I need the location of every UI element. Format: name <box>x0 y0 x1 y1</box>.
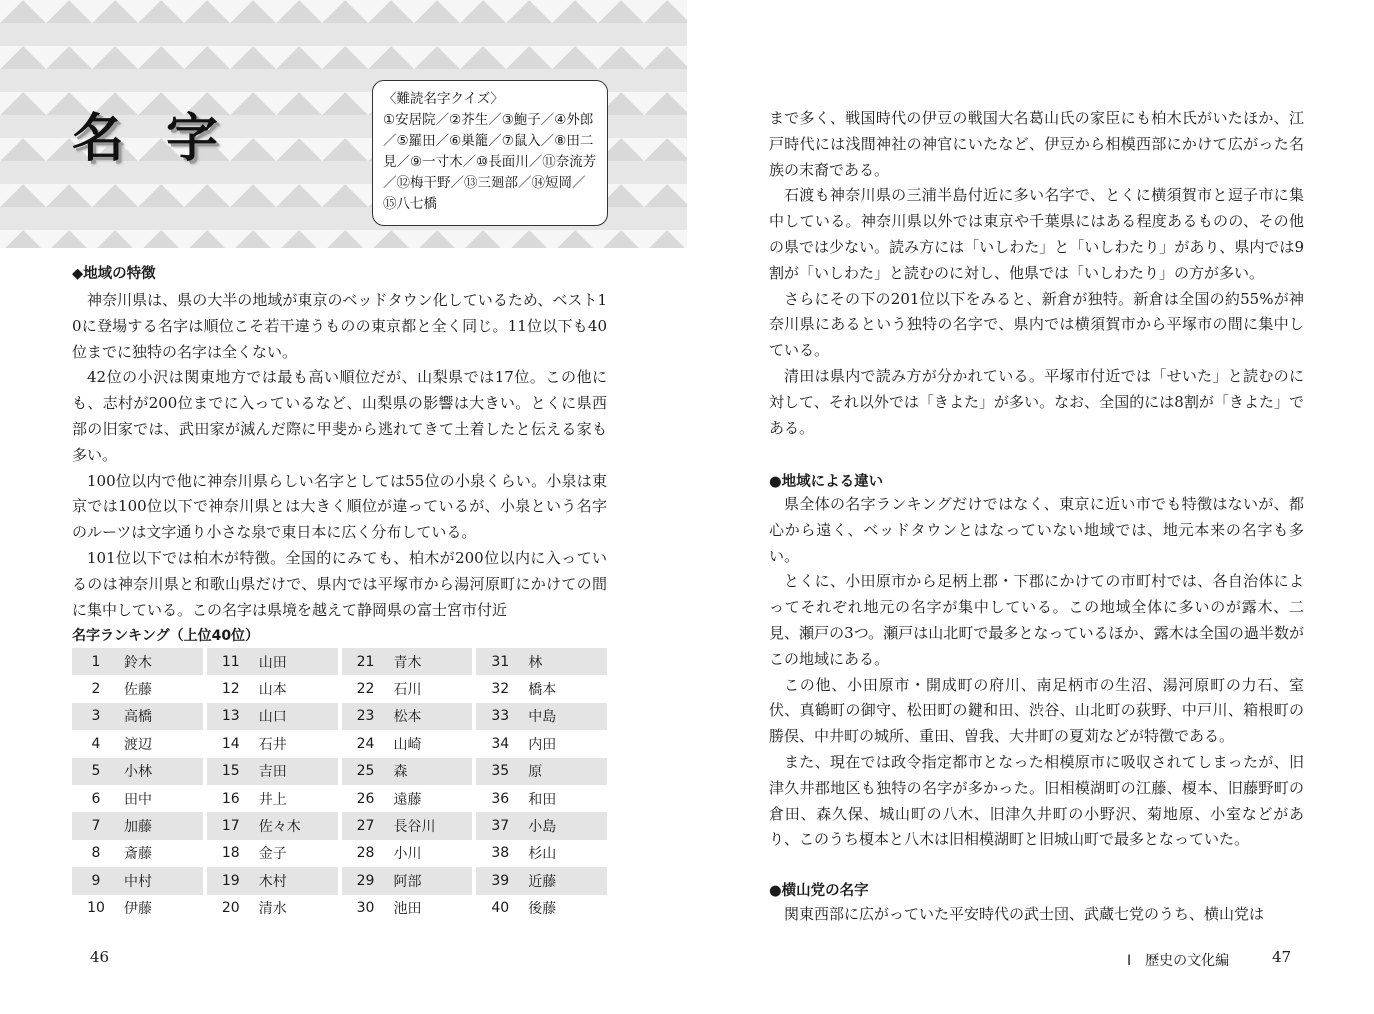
rank-number: 1 <box>91 653 101 670</box>
ranking-row <box>476 730 607 757</box>
ranking-title: 名字ランキング（上位40位） <box>72 628 260 644</box>
rank-number: 13 <box>221 708 240 725</box>
ranking-row <box>207 730 338 757</box>
ranking-row <box>207 758 338 785</box>
rank-number: 33 <box>491 708 510 725</box>
rank-surname: 青木 <box>393 654 422 671</box>
rank-number: 23 <box>356 708 375 725</box>
page-number-left: 46 <box>90 948 110 966</box>
rank-number: 19 <box>221 872 240 889</box>
quiz-box <box>372 80 608 226</box>
ranking-column <box>207 648 338 922</box>
ranking-column <box>342 648 473 922</box>
paragraph: 石渡も神奈川県の三浦半島付近に多い名字で、とくに横須賀市と逗子市に集中している。神奈川県以外では東京や千葉県にはある程度あるものの、その他の県では少ない。読み方には「いしわた」と「いしわたり」があり、県内では9割が「いしわた」と読むのに対し、他県では「いしわたり」の方が多い。 <box>769 186 1304 282</box>
ranking-row <box>476 840 607 867</box>
ranking-row <box>476 867 607 894</box>
rank-surname: 森 <box>393 764 408 781</box>
ranking-row <box>342 840 473 867</box>
ranking-row <box>342 785 473 812</box>
rank-surname: 橋本 <box>528 682 557 699</box>
rank-surname: 内田 <box>528 736 557 753</box>
page-title: 名字 <box>72 109 261 169</box>
rank-number: 9 <box>91 872 101 889</box>
ranking-row <box>342 758 473 785</box>
ranking-row <box>476 895 607 922</box>
rank-surname: 金子 <box>258 846 287 863</box>
rank-surname: 伊藤 <box>124 901 152 918</box>
rank-surname: 中島 <box>528 709 557 726</box>
rank-number: 30 <box>356 900 375 917</box>
rank-number: 11 <box>221 653 240 670</box>
rank-number: 39 <box>491 872 510 889</box>
rank-number: 38 <box>491 845 510 862</box>
rank-surname: 小林 <box>124 764 152 781</box>
rank-number: 2 <box>91 681 101 698</box>
ranking-row <box>207 648 338 675</box>
rank-number: 16 <box>221 790 240 807</box>
ranking-row <box>476 758 607 785</box>
rank-surname: 近藤 <box>528 873 557 890</box>
ranking-row <box>72 675 203 702</box>
ranking-row <box>342 812 473 839</box>
rank-number: 32 <box>491 681 510 698</box>
ranking-row <box>342 730 473 757</box>
section-heading-regional-differences: ●地域による違い <box>769 474 884 490</box>
rank-number: 24 <box>356 735 375 752</box>
rank-number: 36 <box>491 790 510 807</box>
rank-surname: 吉田 <box>258 764 287 781</box>
rank-number: 34 <box>491 735 510 752</box>
left-body-text <box>72 288 607 623</box>
rank-number: 10 <box>87 900 105 917</box>
rank-surname: 佐々木 <box>258 819 301 836</box>
rank-number: 29 <box>356 872 375 889</box>
rank-number: 12 <box>221 681 240 698</box>
section-heading-yokoyama-clan: ●横山党の名字 <box>769 883 869 899</box>
rank-surname: 斎藤 <box>124 846 152 863</box>
ranking-row <box>207 785 338 812</box>
rank-surname: 遠藤 <box>393 791 422 808</box>
rank-number: 5 <box>91 763 101 780</box>
ranking-row <box>476 785 607 812</box>
ranking-row <box>207 675 338 702</box>
ranking-row <box>207 867 338 894</box>
ranking-row <box>476 812 607 839</box>
paragraph: 関東西部に広がっていた平安時代の武士団、武蔵七党のうち、横山党は <box>784 905 1265 923</box>
ranking-row <box>72 648 203 675</box>
rank-surname: 小島 <box>528 819 557 836</box>
ranking-row <box>72 730 203 757</box>
rank-number: 8 <box>91 845 101 862</box>
rank-surname: 中村 <box>124 873 152 890</box>
right-page <box>687 0 1374 1014</box>
rank-surname: 高橋 <box>124 709 152 726</box>
rank-number: 31 <box>491 653 510 670</box>
page-number-right: 47 <box>1272 948 1292 966</box>
ranking-row <box>72 840 203 867</box>
rank-number: 17 <box>221 818 240 835</box>
ranking-row <box>207 895 338 922</box>
rank-surname: 渡辺 <box>124 736 152 753</box>
ranking-row <box>207 812 338 839</box>
rank-surname: 阿部 <box>393 873 422 890</box>
rank-surname: 山口 <box>258 709 287 726</box>
running-head: Ⅰ 歴史の文化編 <box>1127 953 1230 969</box>
rank-number: 26 <box>356 790 375 807</box>
paragraph: 100位以内で他に神奈川県らしい名字としては55位の小泉くらい。小泉は東京では100位以下で神奈川県とは大きく順位が違っているが、小泉という名字のルーツは文字通り小さな泉で東日本に広く分布している。 <box>72 471 607 542</box>
paragraph: 県全体の名字ランキングだけではなく、東京に近い市でも特徴はないが、都心から遠く、ベッドタウンとはなっていない地域では、地元本来の名字も多い。 <box>769 495 1304 565</box>
rank-surname: 後藤 <box>528 901 557 918</box>
rank-number: 40 <box>491 900 510 917</box>
rank-surname: 石井 <box>258 736 287 753</box>
ranking-row <box>342 867 473 894</box>
ranking-row <box>342 895 473 922</box>
rank-number: 6 <box>91 790 101 807</box>
paragraph: とくに、小田原市から足柄上郡・下郡にかけての市町村では、各自治体によってそれぞれ地元の名字が集中している。この地域全体に多いのが露木、二見、瀬戸の3つ。瀬戸は山北町で最多となっているほか、露木は全国の過半数がこの地域にある。 <box>769 572 1304 668</box>
rank-number: 3 <box>91 708 101 725</box>
ranking-row <box>72 785 203 812</box>
paragraph: また、現在では政令指定都市となった相模原市に吸収されてしまったが、旧津久井郡地区も独特の名字が多かった。旧相模湖町の江藤、榎本、旧藤野町の倉田、森久保、城山町の八木、旧津久井町の小野沢、菊地原、小室などがあり、このうち榎本と八木は旧相模湖町と旧城山町で最多となっていた。 <box>769 752 1304 849</box>
rank-surname: 小川 <box>393 846 422 863</box>
rank-surname: 長谷川 <box>393 819 436 836</box>
paragraph: この他、小田原市・開成町の府川、南足柄市の生沼、湯河原町の力石、室伏、真鶴町の御守、松田町の鍵和田、渋谷、山北町の荻野、中戸川、箱根町の勝俣、中井町の城所、重田、曽我、大井町の夏苅などが特徴である。 <box>769 675 1304 746</box>
ranking-row <box>476 703 607 730</box>
rank-number: 28 <box>356 845 375 862</box>
ranking-row <box>476 675 607 702</box>
rank-surname: 原 <box>528 764 543 781</box>
ranking-row <box>72 867 203 894</box>
rank-surname: 杉山 <box>528 846 557 863</box>
right-body-text-3 <box>769 902 1304 928</box>
rank-surname: 石川 <box>393 682 422 699</box>
rank-number: 7 <box>91 818 101 835</box>
paragraph: さらにその下の201位以下をみると、新倉が独特。新倉は全国の約55%が神奈川県にあるという独特の名字で、県内では横須賀市から平塚市の間に集中している。 <box>769 289 1304 360</box>
ranking-row <box>72 812 203 839</box>
rank-surname: 和田 <box>528 791 557 808</box>
right-body-text-1 <box>769 106 1304 441</box>
rank-surname: 清水 <box>258 901 287 918</box>
rank-surname: 木村 <box>258 873 287 890</box>
paragraph: 101位以下では柏木が特徴。全国的にみても、柏木が200位以内に入っているのは神奈川県と和歌山県だけで、県内では平塚市から湯河原町にかけての間に集中している。この名字は県境を越えて静岡県の富士宮市付近 <box>72 548 607 619</box>
ranking-table <box>72 648 607 922</box>
right-body-text-2 <box>769 492 1304 853</box>
rank-number: 25 <box>356 763 375 780</box>
rank-number: 4 <box>91 735 101 752</box>
rank-surname: 山田 <box>258 654 287 671</box>
ranking-row <box>342 703 473 730</box>
paragraph: 神奈川県は、県の大半の地域が東京のベッドタウン化しているため、ベスト10に登場する名字は順位こそ若干違うものの東京都と全く同じ。11位以下も40位までに独特の名字は全くない。 <box>72 291 607 361</box>
quiz-title: 〈難読名字クイズ〉 <box>383 91 504 107</box>
rank-number: 35 <box>491 763 510 780</box>
ranking-row <box>72 758 203 785</box>
rank-number: 21 <box>356 653 375 670</box>
ranking-row <box>72 895 203 922</box>
rank-surname: 鈴木 <box>124 654 152 671</box>
ranking-row <box>207 840 338 867</box>
rank-surname: 井上 <box>258 791 287 808</box>
rank-surname: 林 <box>528 654 543 671</box>
rank-number: 20 <box>221 900 240 917</box>
rank-surname: 池田 <box>393 901 422 918</box>
rank-surname: 山崎 <box>393 736 422 753</box>
paragraph: 42位の小沢は関東地方では最も高い順位だが、山梨県では17位。この他にも、志村が200位までに入っているなど、山梨県の影響は大きい。とくに県西部の旧家では、武田家が滅んだ際に甲斐から逃れてきて土着したと伝える家も多い。 <box>72 368 607 464</box>
quiz-body: ①安居院／②芥生／③鮑子／④外郎／⑤羅田／⑥巣籠／⑦鼠入／⑧田二見／⑨一寸木／⑩長面川／⑪奈流芳／⑫梅干野／⑬三廻部／⑭短岡／⑮八七橋 <box>383 112 597 212</box>
ranking-row <box>207 703 338 730</box>
paragraph: 清田は県内で読み方が分かれている。平塚市付近では「せいた」と読むのに対して、それ以外では「きよた」が多い。なお、全国的には8割が「きよた」である。 <box>769 366 1304 437</box>
rank-number: 14 <box>221 735 240 752</box>
rank-number: 27 <box>356 818 375 835</box>
rank-number: 15 <box>221 763 240 780</box>
ranking-row <box>72 703 203 730</box>
ranking-column <box>72 648 203 922</box>
rank-surname: 佐藤 <box>124 682 152 699</box>
paragraph: まで多く、戦国時代の伊豆の戦国大名葛山氏の家臣にも柏木氏がいたほか、江戸時代には浅間神社の神官にいたなど、伊豆から相模西部にかけて広がった名族の末裔である。 <box>769 109 1304 179</box>
section-heading-regional-features: ◆地域の特徴 <box>72 266 156 282</box>
rank-number: 18 <box>221 845 240 862</box>
rank-number: 22 <box>356 681 375 698</box>
ranking-row <box>342 648 473 675</box>
ranking-column <box>476 648 607 922</box>
rank-surname: 田中 <box>124 791 152 808</box>
rank-surname: 加藤 <box>124 819 152 836</box>
rank-surname: 松本 <box>393 709 422 726</box>
ranking-row <box>342 675 473 702</box>
rank-number: 37 <box>491 818 510 835</box>
ranking-row <box>476 648 607 675</box>
rank-surname: 山本 <box>258 682 287 699</box>
